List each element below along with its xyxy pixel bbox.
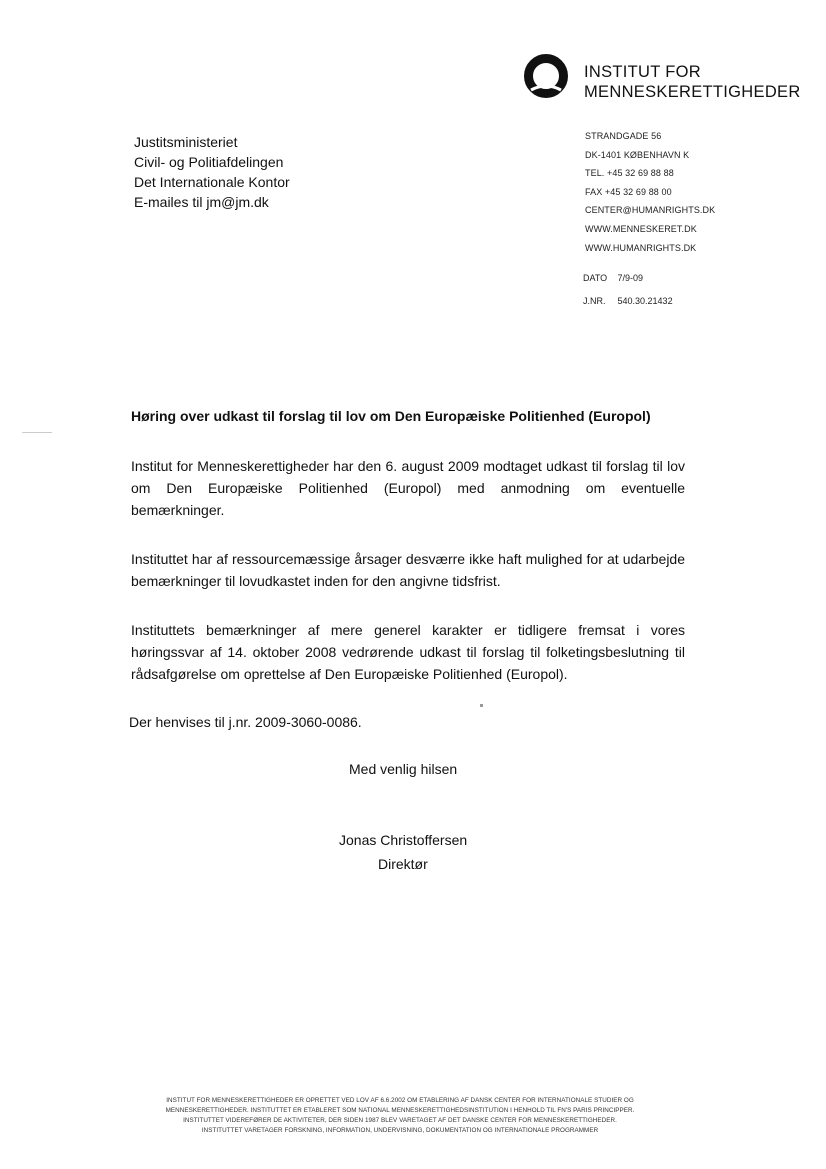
date-label: DATO xyxy=(583,273,608,283)
reference-value: 540.30.21432 xyxy=(617,296,673,306)
recipient-line: Civil- og Politiafdelingen xyxy=(134,154,284,170)
contact-fax: FAX +45 32 69 88 00 xyxy=(585,186,672,197)
recipient-address xyxy=(134,132,290,212)
reference-label: J.NR. xyxy=(583,296,606,306)
date-value: 7/9-09 xyxy=(617,273,644,283)
institute-logo-text xyxy=(584,62,801,102)
signatory-title: Direktør xyxy=(378,856,428,872)
body-paragraph: Instituttet har af ressourcemæssige årsager desværre ikke haft mulighed for at udarbejde bemærkninger til lovudkastet inden for den angivne tidsfrist. xyxy=(131,551,685,589)
logo-line-2: MENNESKERETTIGHEDER xyxy=(584,83,801,101)
recipient-line: Det Internationale Kontor xyxy=(134,174,290,190)
legal-footer xyxy=(140,1096,660,1136)
date-row xyxy=(583,267,673,290)
letter-meta xyxy=(583,267,673,313)
letter-subject: Høring over udkast til forslag til lov om Den Europæiske Politienhed (Europol) xyxy=(131,408,651,424)
signatory-name: Jonas Christoffersen xyxy=(339,832,468,848)
contact-phone: TEL. +45 32 69 88 88 xyxy=(585,168,674,179)
footer-line: INSTITUTTET VARETAGER FORSKNING, INFORMATION, UNDERVISNING, DOKUMENTATION OG INTERNATIONALE PROGRAMMER xyxy=(201,1127,599,1134)
sender-contact-block xyxy=(585,127,715,257)
footer-line: INSTITUT FOR MENNESKERETTIGHEDER ER OPRETTET VED LOV AF 6.6.2002 OM ETABLERING AF DANSK CENTER FOR INTERNATIONALE STUDIER OG xyxy=(166,1097,634,1104)
body-paragraph: Instituttets bemærkninger af mere generel karakter er tidligere fremsat i vores høringssvar af 14. oktober 2008 vedrørende udkast til forslag til folketingsbeslutning til rådsafgørelse om oprettelse af Den Europæiske Politienhed (Europol). xyxy=(131,622,685,682)
recipient-line: Justitsministeriet xyxy=(134,134,238,150)
body-paragraph: Institut for Menneskerettigheder har den 6. august 2009 modtaget udkast til forslag til lov om Den Europæiske Politienhed (Europol) med anmodning om eventuelle bemærkninger. xyxy=(131,458,685,518)
reference-row xyxy=(583,290,673,313)
contact-website-dk: WWW.MENNESKERET.DK xyxy=(585,223,697,234)
contact-city: DK-1401 KØBENHAVN K xyxy=(585,149,690,160)
recipient-line: E-mailes til jm@jm.dk xyxy=(134,194,269,210)
footer-line: MENNESKERETTIGHEDER. INSTITUTTET ER ETABLERET SOM NATIONAL MENNESKERETTIGHEDSINSTITUTION I HENHOLD TIL FN'S PARIS PRINCIPPER. xyxy=(165,1107,635,1114)
institute-logo-icon xyxy=(522,52,570,100)
footer-line: INSTITUTTET VIDEREFØRER DE AKTIVITETER, DER SIDEN 1987 BLEV VARETAGET AF DET DANSKE CENTER FOR MENNESKERETTIGHEDER. xyxy=(183,1117,617,1124)
body-paragraph: Der henvises til j.nr. 2009-3060-0086. xyxy=(129,714,362,730)
contact-street: STRANDGADE 56 xyxy=(585,131,662,141)
scan-speck xyxy=(22,432,52,433)
logo-line-1: INSTITUT FOR xyxy=(584,63,701,81)
contact-email: CENTER@HUMANRIGHTS.DK xyxy=(585,205,716,216)
closing-salutation: Med venlig hilsen xyxy=(349,761,458,777)
contact-website-en: WWW.HUMANRIGHTS.DK xyxy=(585,242,697,253)
scan-speck xyxy=(480,704,483,707)
